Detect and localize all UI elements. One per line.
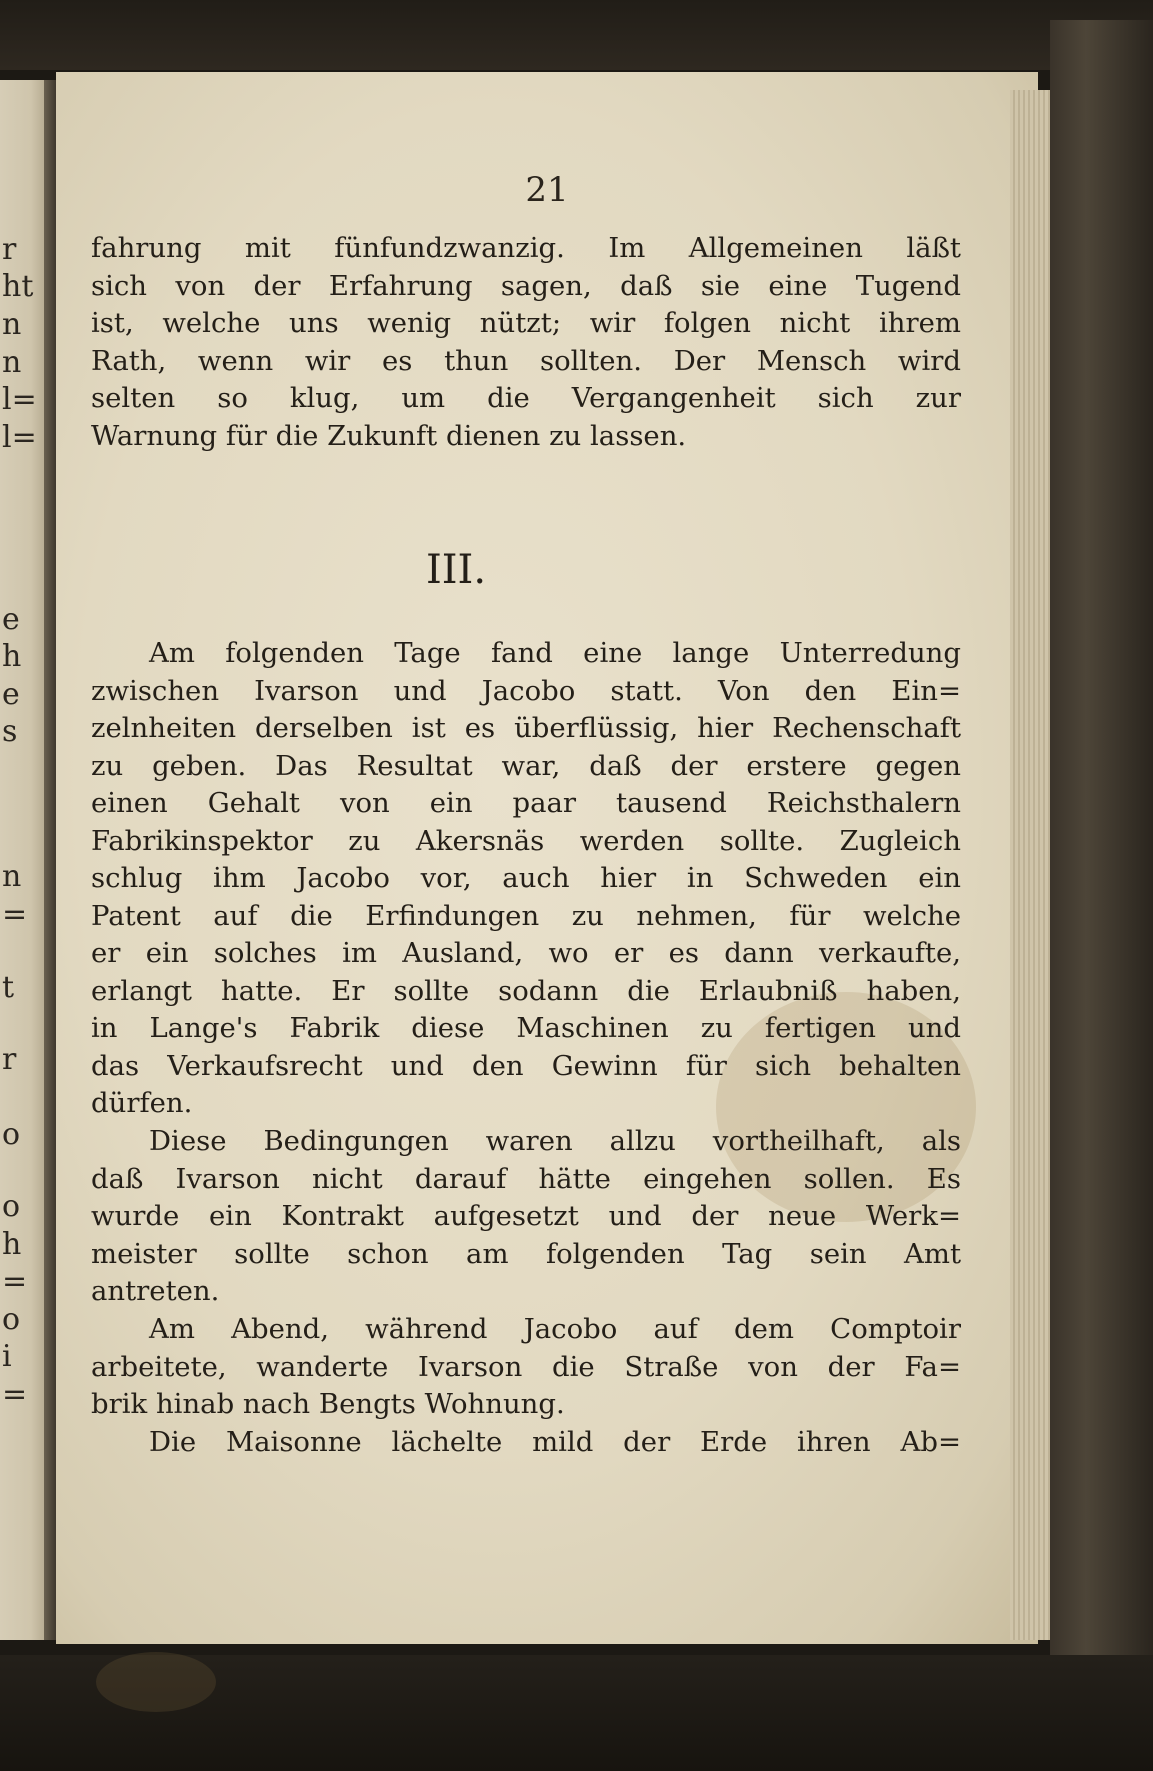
facing-page-fragment: = xyxy=(2,1264,28,1299)
book-gutter xyxy=(44,80,56,1640)
page-number: 21 xyxy=(525,170,569,210)
text-line: Fabrikinspektor zu Akersnäs werden sollte. Zugleich xyxy=(91,824,961,857)
paragraph-1 xyxy=(91,230,961,455)
facing-page-fragment: t xyxy=(2,970,15,1005)
text-line: in Lange's Fabrik diese Maschinen zu fertigen und xyxy=(91,1012,961,1044)
text-line: Am folgenden Tage fand eine lange Unterredung xyxy=(149,637,961,669)
paragraph-5 xyxy=(91,1424,961,1462)
text-line: wurde ein Kontrakt aufgesetzt und der neue Werk= xyxy=(91,1200,961,1232)
text-line: Patent auf die Erfindungen zu nehmen, für welche xyxy=(91,899,961,932)
text-line: Diese Bedingungen waren allzu vortheilhaft, als xyxy=(149,1125,961,1157)
text-line: meister sollte schon am folgenden Tag sein Amt xyxy=(91,1237,961,1270)
facing-page-fragment: r xyxy=(2,1042,17,1077)
facing-page-fragment: n xyxy=(2,859,22,894)
paragraph-4 xyxy=(91,1311,961,1424)
text-line: Am Abend, während Jacobo auf dem Comptoir xyxy=(149,1313,961,1345)
text-line: dürfen. xyxy=(91,1087,193,1119)
text-line: das Verkaufsrecht und den Gewinn für sich behalten xyxy=(91,1049,961,1082)
paragraph-3 xyxy=(91,1123,961,1311)
facing-page-fragment: h xyxy=(2,639,22,674)
facing-page-fragment: e xyxy=(2,602,20,637)
facing-page-fragment: o xyxy=(2,1117,21,1152)
text-line: Rath, wenn wir es thun sollten. Der Mensch wird xyxy=(91,344,961,377)
book-page xyxy=(56,72,1038,1644)
facing-page-fragment: i xyxy=(2,1339,12,1374)
facing-page-fragment: h xyxy=(2,1227,22,1262)
text-line: erlangt hatte. Er sollte sodann die Erlaubniß haben, xyxy=(91,974,961,1007)
text-line: er ein solches im Ausland, wo er es dann verkaufte, xyxy=(91,937,961,969)
paper-stain xyxy=(96,1652,216,1712)
text-line: arbeitete, wanderte Ivarson die Straße von der Fa= xyxy=(91,1350,961,1383)
book-cover-right xyxy=(1050,20,1153,1720)
text-line: schlug ihm Jacobo vor, auch hier in Schweden ein xyxy=(91,862,961,894)
text-line: ist, welche uns wenig nützt; wir folgen nicht ihrem xyxy=(91,307,961,339)
facing-page-fragment: o xyxy=(2,1302,21,1337)
facing-page-fragment: e xyxy=(2,677,20,712)
facing-page-fragment: s xyxy=(2,714,18,749)
facing-page-fragment: ht xyxy=(2,269,34,304)
text-line: daß Ivarson nicht darauf hätte eingehen sollen. Es xyxy=(91,1162,961,1195)
text-line: zu geben. Das Resultat war, daß der erstere gegen xyxy=(91,749,961,782)
text-line: Warnung für die Zukunft dienen zu lassen. xyxy=(91,419,687,452)
text-line: fahrung mit fünfundzwanzig. Im Allgemeinen läßt xyxy=(91,232,961,264)
facing-page-fragment: o xyxy=(2,1189,21,1224)
facing-page-fragment: l= xyxy=(2,420,37,455)
text-line: zelnheiten derselben ist es überflüssig, hier Rechenschaft xyxy=(91,712,961,744)
facing-page-fragment: = xyxy=(2,1377,28,1412)
facing-page-edge xyxy=(0,80,44,1640)
book-cover-top xyxy=(0,0,1153,70)
text-line: Die Maisonne lächelte mild der Erde ihren Ab= xyxy=(149,1426,961,1458)
facing-page-fragment: n xyxy=(2,345,22,380)
facing-page-fragment: l= xyxy=(2,382,37,417)
text-line: sich von der Erfahrung sagen, daß sie eine Tugend xyxy=(91,269,961,302)
text-line: antreten. xyxy=(91,1275,220,1307)
facing-page-fragment: n xyxy=(2,307,22,342)
text-line: selten so klug, um die Vergangenheit sich zur xyxy=(91,382,961,414)
text-line: zwischen Ivarson und Jacobo statt. Von den Ein= xyxy=(91,674,961,707)
facing-page-fragment: = xyxy=(2,897,28,932)
paragraph-2 xyxy=(91,635,961,1123)
facing-page-fragment: r xyxy=(2,232,17,267)
page-block-edges xyxy=(1010,90,1050,1640)
chapter-heading: III. xyxy=(425,547,487,593)
text-line: brik hinab nach Bengts Wohnung. xyxy=(91,1388,565,1420)
text-line: einen Gehalt von ein paar tausend Reichsthalern xyxy=(91,787,961,819)
